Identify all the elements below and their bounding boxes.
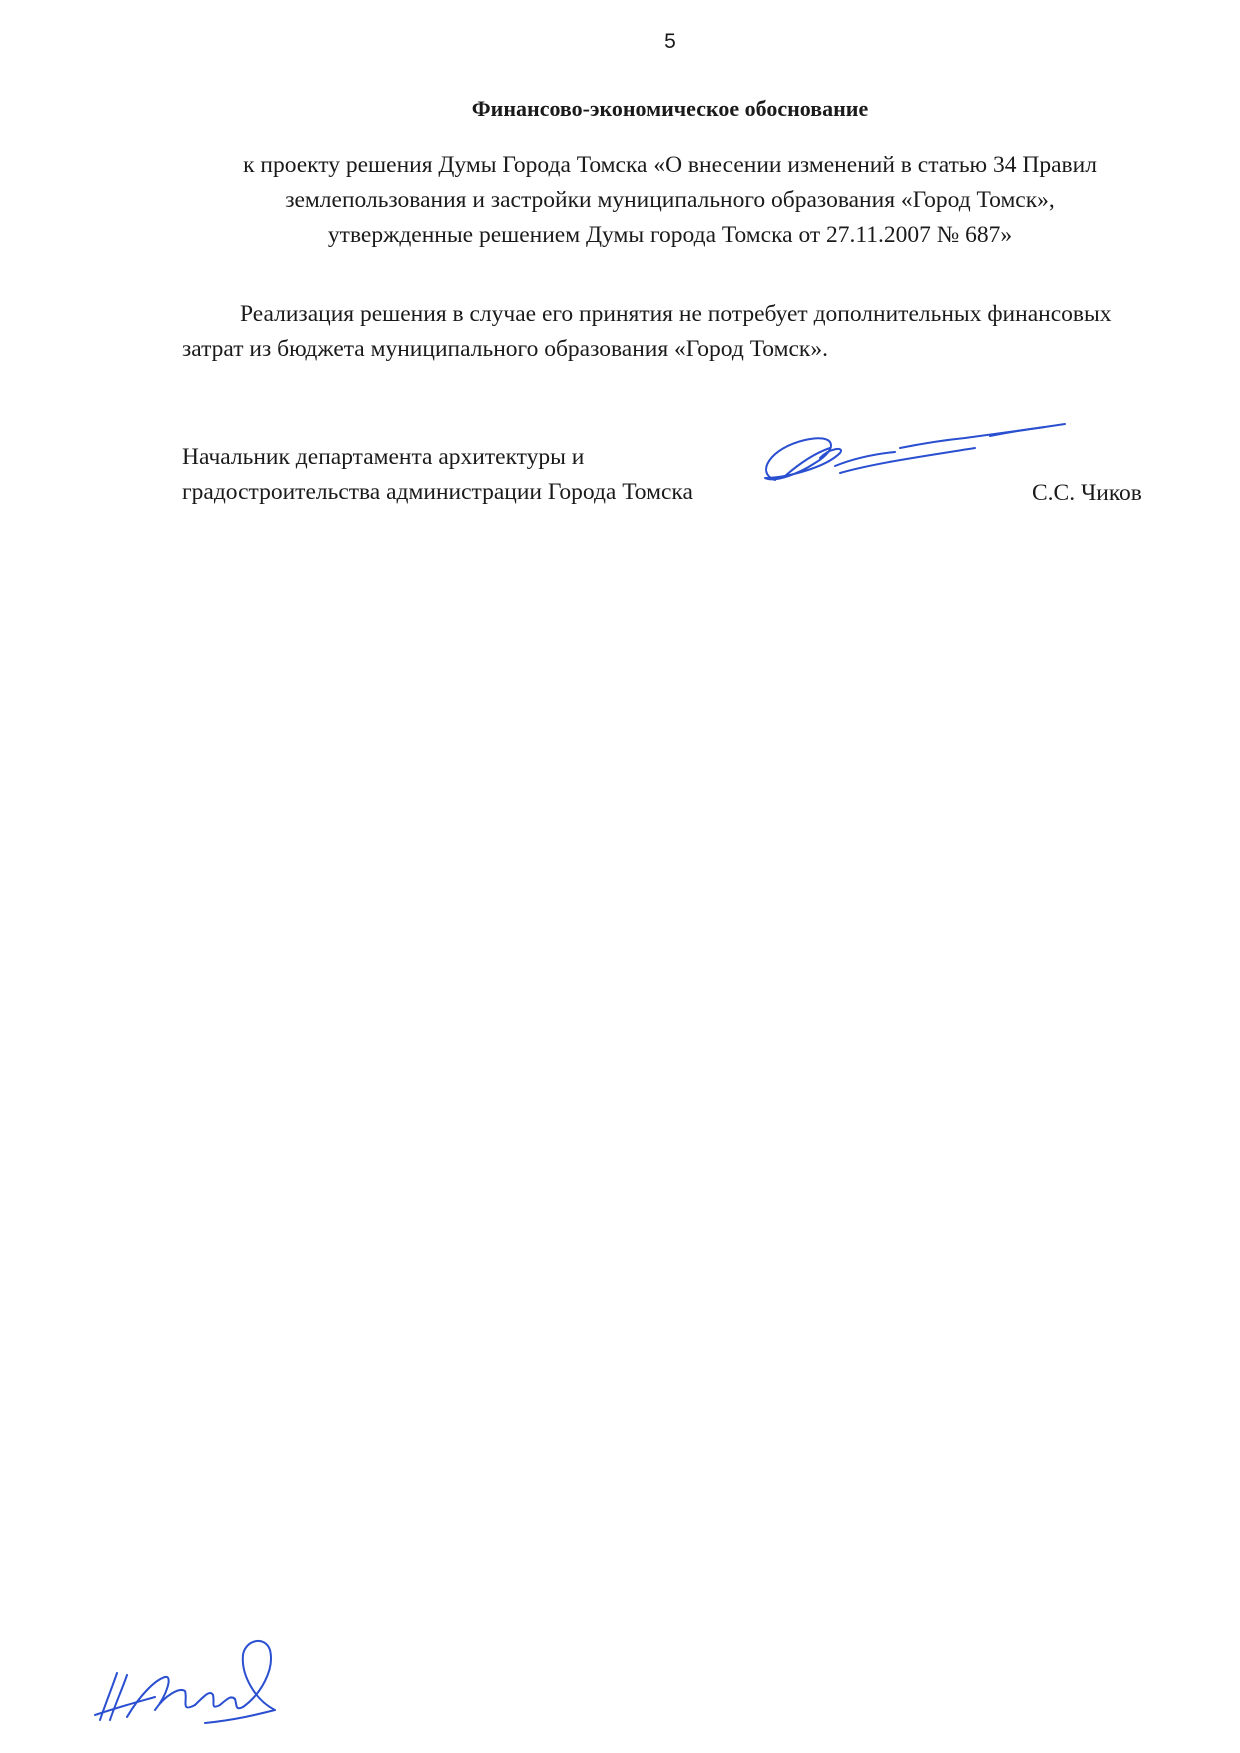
signer-position xyxy=(182,440,693,510)
subtitle-line: землепользования и застройки муниципального образования «Город Томск», xyxy=(285,187,1055,213)
signer-position-line: Начальник департамента архитектуры и xyxy=(182,444,585,470)
page-number: 5 xyxy=(664,30,676,53)
document-title: Финансово-экономическое обоснование xyxy=(471,96,869,121)
body-paragraph xyxy=(182,297,1157,367)
body-line: Реализация решения в случае его принятия не потребует дополнительных финансовых xyxy=(240,301,1112,327)
subtitle-line: утвержденные решением Думы города Томска от 27.11.2007 № 687» xyxy=(327,222,1013,248)
subtitle-line: к проекту решения Думы Города Томска «О внесении изменений в статью 34 Правил xyxy=(243,152,1097,178)
signer-position-line: градостроительства администрации Города Томска xyxy=(182,479,693,505)
document-subtitle xyxy=(185,148,1155,253)
signer-name: С.С. Чиков xyxy=(1032,480,1142,506)
footer-initials-signature xyxy=(85,1625,295,1730)
body-line: затрат из бюджета муниципального образования «Город Томск». xyxy=(182,336,828,362)
handwritten-signature xyxy=(745,418,1075,498)
